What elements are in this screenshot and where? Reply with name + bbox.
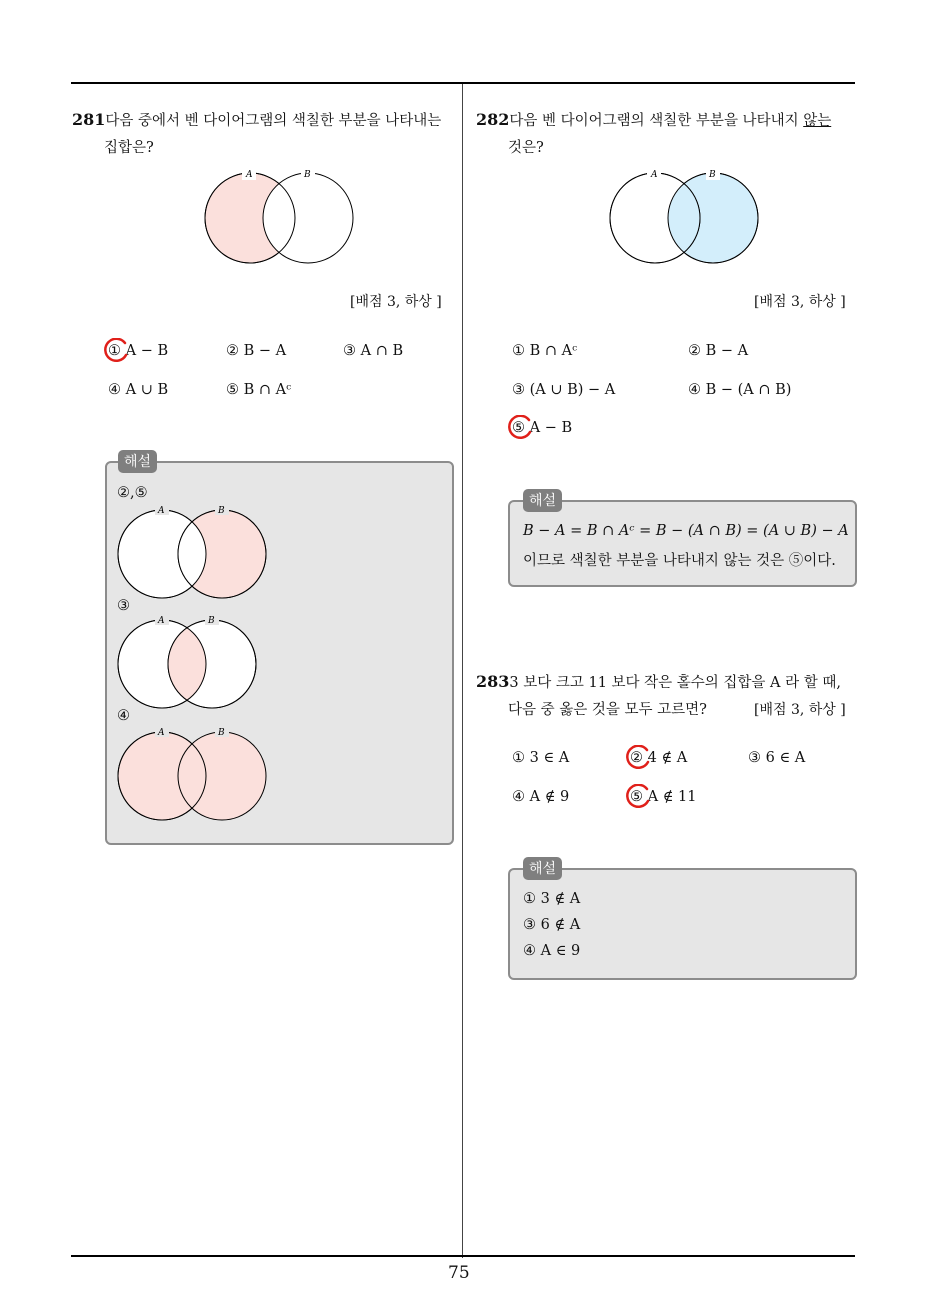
q282-answer-mark-icon — [508, 415, 534, 441]
bottom-rule — [71, 1255, 855, 1257]
q283-option-3[interactable]: ③ 6 ∈ A — [748, 750, 806, 766]
q282-venn-diagram — [605, 166, 765, 270]
q282-score: [배점 3, 하상 ] — [754, 294, 846, 310]
q281-sol-venn-1 — [117, 503, 277, 599]
q283-option-4[interactable]: ④ A ∉ 9 — [512, 789, 570, 805]
column-divider — [462, 84, 463, 1258]
q281-sol-venn-2 — [117, 613, 277, 709]
q282-solution-box — [508, 500, 857, 587]
svg-text:B: B — [218, 728, 225, 738]
q283-answer-mark-icon-5 — [626, 784, 652, 810]
q283-answer-mark-icon-2 — [626, 745, 652, 771]
q282-solution-tag: 해설 — [523, 489, 562, 512]
q281-solution-tag: 해설 — [118, 450, 157, 473]
q281-option-5[interactable]: ⑤ B ∩ Aᶜ — [226, 382, 292, 398]
q281-option-3[interactable]: ③ A ∩ B — [343, 343, 404, 359]
q283-solution-line2: ③ 6 ∉ A — [523, 917, 581, 933]
q283-solution-line1: ① 3 ∉ A — [523, 891, 581, 907]
q281-sol-venn-3 — [117, 725, 277, 823]
page-number: 75 — [448, 1263, 470, 1283]
q282-option-3[interactable]: ③ (A ∪ B) − A — [512, 382, 616, 398]
q281-sol-item-1: ②,⑤ — [117, 485, 148, 501]
svg-text:A: A — [158, 506, 165, 516]
q282-solution-line2: 이므로 색칠한 부분을 나타내지 않는 것은 ⑤이다. — [523, 553, 836, 569]
q281-label-b: B — [304, 170, 311, 180]
q282-label-a: A — [651, 170, 658, 180]
q282-option-5[interactable]: ⑤ A − B — [512, 420, 573, 436]
q282-option-4[interactable]: ④ B − (A ∩ B) — [688, 382, 792, 398]
q283-option-1[interactable]: ① 3 ∈ A — [512, 750, 570, 766]
q283-solution-line3: ④ A ∈ 9 — [523, 943, 581, 959]
q281-score: [배점 3, 하상 ] — [350, 294, 442, 310]
q281-question — [72, 106, 457, 162]
q283-number: 283 — [476, 672, 510, 691]
q283-solution-tag: 해설 — [523, 857, 562, 880]
q281-option-1[interactable]: ① A − B — [108, 343, 169, 359]
q281-sol-item-2: ③ — [117, 598, 130, 614]
q283-option-5[interactable]: ⑤ A ∉ 11 — [630, 789, 697, 805]
svg-text:B: B — [218, 506, 225, 516]
q281-label-a: A — [246, 170, 253, 180]
top-rule — [71, 82, 855, 84]
q283-text-line2: 다음 중 옳은 것을 모두 고르면? — [508, 702, 707, 718]
svg-text:B: B — [208, 616, 215, 626]
q282-text-underline: 않는 — [803, 113, 832, 129]
svg-text:A: A — [158, 616, 165, 626]
q282-option-1[interactable]: ① B ∩ Aᶜ — [512, 343, 578, 359]
q281-answer-mark-icon — [104, 338, 130, 364]
q283-option-2[interactable]: ② 4 ∉ A — [630, 750, 688, 766]
q283-score: [배점 3, 하상 ] — [754, 702, 846, 718]
q281-venn-diagram — [200, 166, 360, 270]
q281-text-line2: 집합은? — [104, 140, 154, 156]
q282-number: 282 — [476, 110, 510, 129]
q282-solution-line1: B − A = B ∩ Aᶜ = B − (A ∩ B) = (A ∪ B) − A — [523, 523, 849, 539]
q281-text-line1: 다음 중에서 벤 다이어그램의 색칠한 부분을 나타내는 — [105, 113, 442, 129]
q281-option-4[interactable]: ④ A ∪ B — [108, 382, 169, 398]
q281-number: 281 — [72, 110, 106, 129]
q283-solution-box — [508, 868, 857, 980]
q281-circle-b — [263, 173, 353, 263]
q281-solution-box — [105, 461, 454, 845]
q282-label-b: B — [709, 170, 716, 180]
q282-option-2[interactable]: ② B − A — [688, 343, 749, 359]
svg-text:A: A — [158, 728, 165, 738]
q283-text-line1: 3 보다 크고 11 보다 작은 홀수의 집합을 A 라 할 때, — [509, 675, 841, 691]
q282-question — [476, 106, 861, 162]
q281-option-2[interactable]: ② B − A — [226, 343, 287, 359]
q282-text-line2: 것은? — [508, 140, 544, 156]
q281-sol-item-3: ④ — [117, 708, 130, 724]
q282-text-line1: 다음 벤 다이어그램의 색칠한 부분을 나타내지 — [509, 113, 804, 129]
